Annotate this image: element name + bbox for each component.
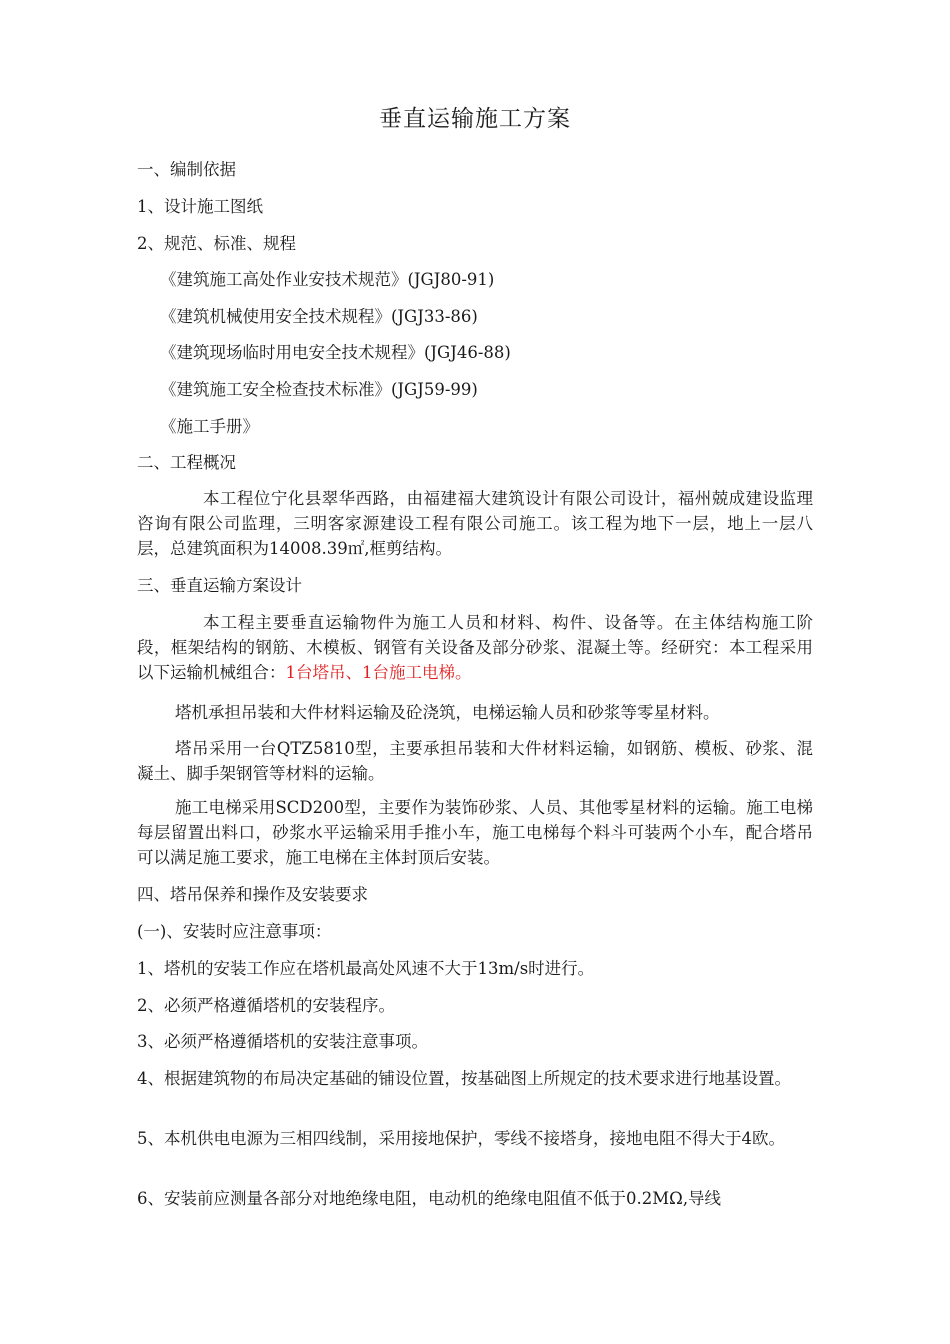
section-heading-1: 一、编制依据: [137, 160, 236, 179]
document-title: 垂直运输施工方案: [379, 106, 571, 132]
list-item: 2、必须严格遵循塔机的安装程序。: [137, 996, 395, 1015]
subsection-heading: (一)、安装时应注意事项：: [137, 922, 332, 941]
list-item: 6、安装前应测量各部分对地绝缘电阻，电动机的绝缘电阻值不低于0.2MΩ,导线: [137, 1189, 722, 1208]
list-item: 3、必须严格遵循塔机的安装注意事项。: [137, 1032, 428, 1051]
list-item: 1、塔机的安装工作应在塔机最高处风速不大于13m/s时进行。: [137, 959, 595, 978]
standard-item: 《建筑机械使用安全技术规程》(JGJ33-86): [160, 307, 478, 326]
design-paragraph-text: 本工程主要垂直运输物件为施工人员和材料、构件、设备等。在主体结构施工阶段，框架结构的钢筋、木模板、钢管有关设备及部分砂浆、混凝土等。经研究：本工程采用以下运输机械组合：: [137, 613, 813, 682]
section-heading-3: 三、垂直运输方案设计: [137, 576, 302, 595]
design-paragraph: 塔机承担吊装和大件材料运输及砼浇筑，电梯运输人员和砂浆等零星材料。: [175, 703, 720, 722]
design-paragraph: 塔吊采用一台QTZ5810型，主要承担吊装和大件材料运输，如钢筋、模板、砂浆、混凝土、脚手架钢管等材料的运输。: [137, 739, 813, 783]
design-paragraph: 施工电梯采用SCD200型，主要作为装饰砂浆、人员、其他零星材料的运输。施工电梯每层留置出料口，砂浆水平运输采用手推小车，施工电梯每个料斗可装两个小车，配合塔吊可以满足施工要求，施工电梯在主体封顶后安装。: [137, 798, 813, 867]
list-item: 2、规范、标准、规程: [137, 234, 296, 253]
design-paragraph: [137, 610, 813, 685]
standard-item: 《建筑施工安全检查技术标准》(JGJ59-99): [160, 380, 478, 399]
machinery-highlight: 1台塔吊、1台施工电梯。: [285, 663, 472, 682]
standard-item: 《建筑施工高处作业安技术规范》(JGJ80-91): [160, 270, 495, 289]
list-item: 4、根据建筑物的布局决定基础的铺设位置，按基础图上所规定的技术要求进行地基设置。: [137, 1069, 791, 1088]
list-item: 1、设计施工图纸: [137, 197, 263, 216]
list-item: 5、本机供电电源为三相四线制，采用接地保护，零线不接塔身，接地电阻不得大于4欧。: [137, 1129, 785, 1148]
standard-item: 《施工手册》: [160, 417, 259, 436]
section-heading-2: 二、工程概况: [137, 453, 236, 472]
section-heading-4: 四、塔吊保养和操作及安装要求: [137, 885, 368, 904]
overview-paragraph: 本工程位宁化县翠华西路，由福建福大建筑设计有限公司设计，福州兢成建设监理咨询有限公司监理，三明客家源建设工程有限公司施工。该工程为地下一层，地上一层八层，总建筑面积为14008.39㎡,框剪结构。: [137, 489, 813, 558]
standard-item: 《建筑现场临时用电安全技术规程》(JGJ46-88): [160, 343, 511, 362]
